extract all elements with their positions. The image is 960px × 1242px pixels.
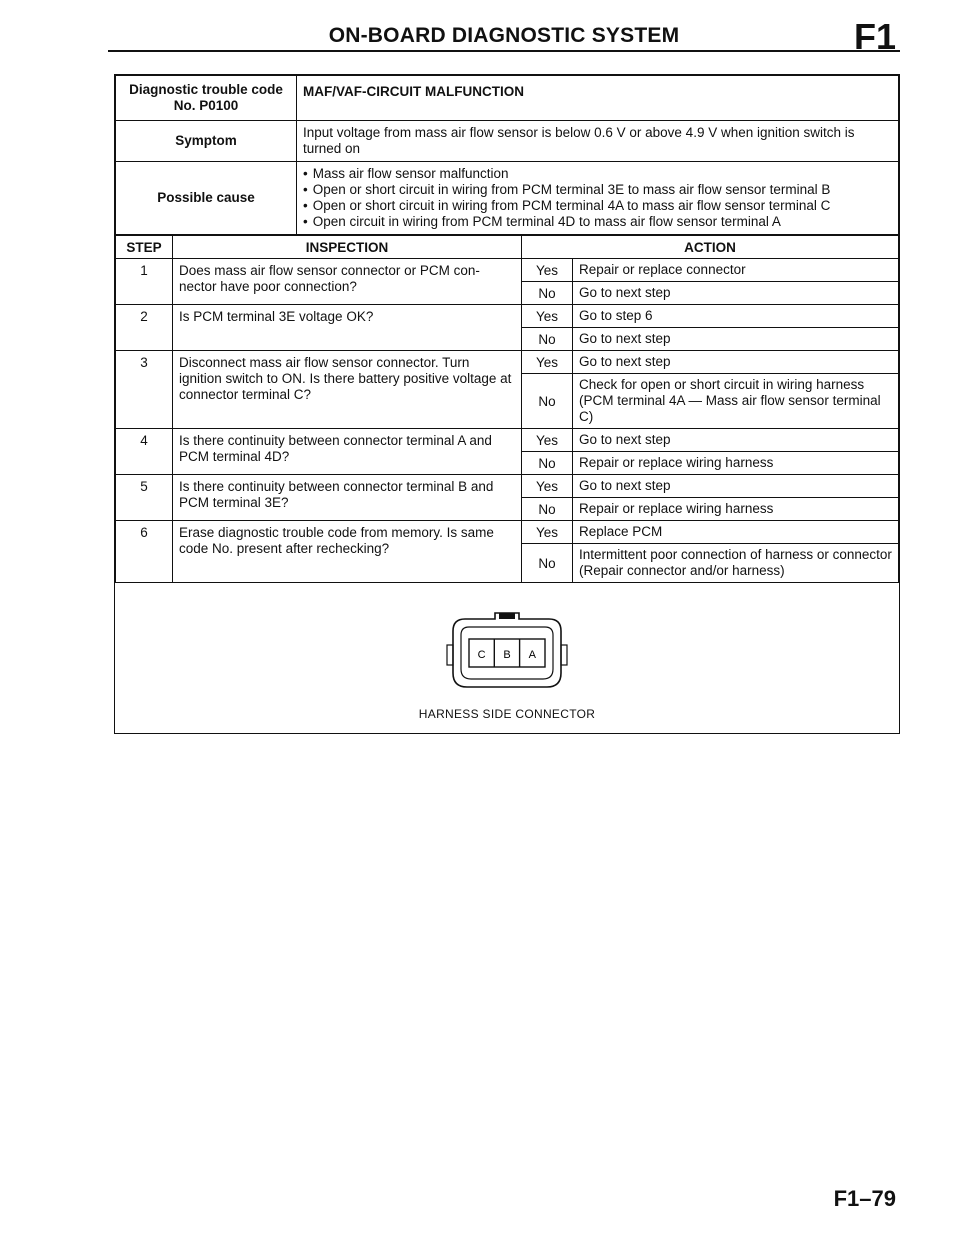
connector-diagram [115, 583, 899, 733]
step-number: 3 [116, 351, 173, 429]
step-number: 1 [116, 259, 173, 305]
page-number: F1–79 [833, 1186, 896, 1211]
no-action: Go to next step [573, 328, 899, 351]
symptom-value: Input voltage from mass air flow sensor is below 0.6 V or above 4.9 V when ignition switch is turned on [297, 121, 899, 162]
yes-action: Go to next step [573, 475, 899, 498]
terminal-label: B [503, 649, 511, 661]
dtc-summary-table [115, 75, 899, 235]
cause-item: • Mass air flow sensor malfunction [303, 166, 892, 182]
connector-lock-tab [499, 613, 515, 619]
step-inspection: Is there continuity between connector terminal B and PCM terminal 3E? [173, 475, 522, 521]
no-label: No [522, 328, 573, 351]
step-row [116, 475, 899, 498]
step-inspection: Erase diagnostic trouble code from memory. Is same code No. present after rechecking? [173, 521, 522, 583]
possible-cause-label: Possible cause [116, 162, 297, 235]
step-number: 5 [116, 475, 173, 521]
section-code: F1 [853, 16, 896, 57]
page-header [108, 16, 900, 57]
steps-body [116, 259, 899, 583]
yes-action: Go to next step [573, 351, 899, 374]
step-row [116, 351, 899, 374]
yes-label: Yes [522, 351, 573, 374]
diagnostic-procedure-box [114, 74, 900, 734]
no-action: Go to next step [573, 282, 899, 305]
no-label: No [522, 498, 573, 521]
connector-caption: HARNESS SIDE CONNECTOR [418, 707, 596, 721]
inspection-steps-table [115, 235, 899, 583]
yes-label: Yes [522, 429, 573, 452]
cause-item: • Open circuit in wiring from PCM terminal 4D to mass air flow sensor terminal A [303, 214, 892, 230]
symptom-label: Symptom [116, 121, 297, 162]
yes-action: Repair or replace connector [573, 259, 899, 282]
step-row [116, 521, 899, 544]
terminal-label: A [528, 649, 536, 661]
step-inspection: Is PCM terminal 3E voltage OK? [173, 305, 522, 351]
harness-connector-drawing [441, 611, 573, 695]
dtc-label: Diagnostic trouble code No. P0100 [116, 76, 297, 121]
terminal-label: C [477, 649, 486, 661]
dtc-value: MAF/VAF-CIRCUIT MALFUNCTION [297, 76, 899, 121]
action-column-header: ACTION [522, 236, 899, 259]
step-column-header: STEP [116, 236, 173, 259]
no-label: No [522, 452, 573, 475]
yes-label: Yes [522, 521, 573, 544]
yes-label: Yes [522, 475, 573, 498]
no-action: Intermittent poor connection of harness or connector (Repair connector and/or harness) [573, 544, 899, 583]
no-label: No [522, 282, 573, 305]
no-label: No [522, 374, 573, 429]
step-inspection: Is there continuity between connector terminal A and PCM terminal 4D? [173, 429, 522, 475]
connector-side-rib [447, 645, 453, 665]
cause-item: • Open or short circuit in wiring from PCM terminal 3E to mass air flow sensor terminal B [303, 182, 892, 198]
step-inspection: Does mass air flow sensor connector or PCM con-nector have poor connection? [173, 259, 522, 305]
connector-side-rib [561, 645, 567, 665]
possible-cause-list [297, 162, 899, 235]
yes-action: Replace PCM [573, 521, 899, 544]
no-action: Check for open or short circuit in wiring harness (PCM terminal 4A — Mass air flow sensor terminal C) [573, 374, 899, 429]
step-inspection: Disconnect mass air flow sensor connector. Turn ignition switch to ON. Is there battery positive voltage at connector terminal C? [173, 351, 522, 429]
step-row [116, 305, 899, 328]
header-divider [108, 50, 900, 52]
yes-action: Go to next step [573, 429, 899, 452]
cause-item: • Open or short circuit in wiring from PCM terminal 4A to mass air flow sensor terminal C [303, 198, 892, 214]
yes-label: Yes [522, 305, 573, 328]
step-number: 6 [116, 521, 173, 583]
no-action: Repair or replace wiring harness [573, 452, 899, 475]
step-row [116, 429, 899, 452]
step-number: 4 [116, 429, 173, 475]
inspection-column-header: INSPECTION [173, 236, 522, 259]
no-action: Repair or replace wiring harness [573, 498, 899, 521]
step-row [116, 259, 899, 282]
no-label: No [522, 544, 573, 583]
page-title: ON-BOARD DIAGNOSTIC SYSTEM [328, 24, 680, 47]
yes-label: Yes [522, 259, 573, 282]
step-number: 2 [116, 305, 173, 351]
yes-action: Go to step 6 [573, 305, 899, 328]
